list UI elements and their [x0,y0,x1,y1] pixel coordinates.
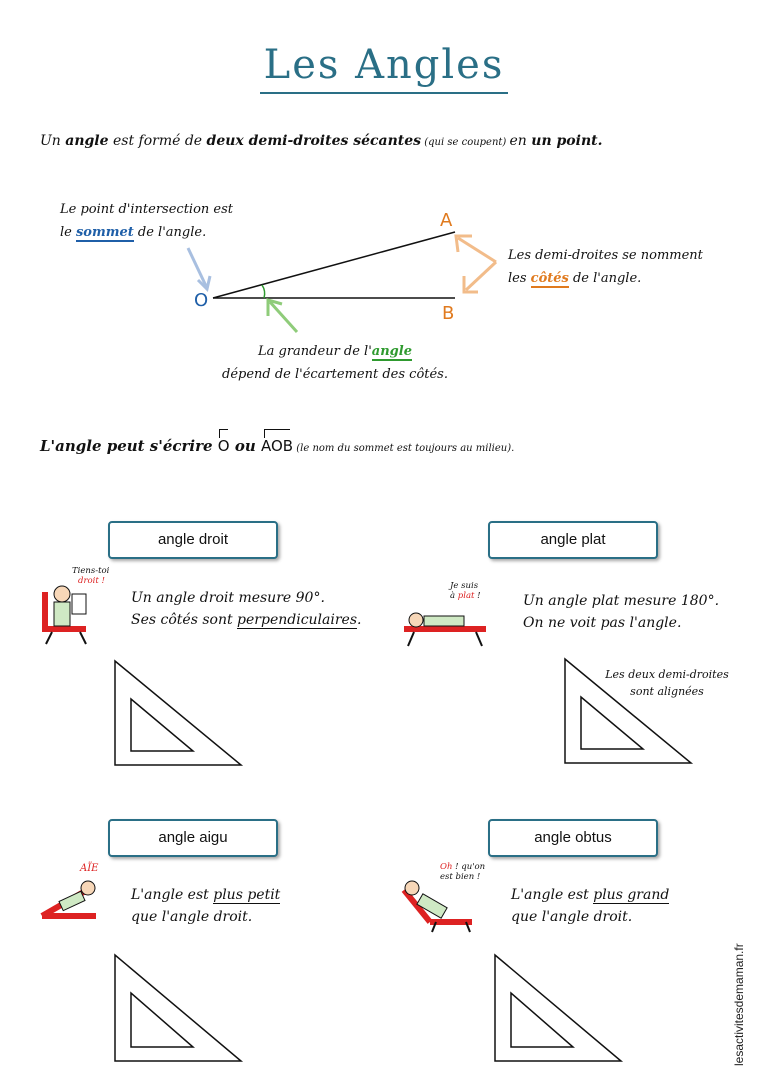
sommet-callout [60,198,233,244]
intro-text-2: est formé de [108,133,207,149]
droit-line1: Un angle droit mesure 90°. [131,590,325,606]
intro-sentence [40,133,602,149]
notation-ou: ou [229,437,261,455]
grandeur-pre: La grandeur de l' [258,344,372,359]
intro-bold-point: un point. [531,133,603,149]
obtus-line1 [511,884,669,906]
point-b-label: B [442,303,455,324]
triangle-obtus [493,953,625,1065]
obtus-line1-pre: L'angle est [511,887,594,903]
intro-bold-angle: angle [65,133,109,149]
obtus-bubble-red: Oh [440,862,453,872]
droit-bubble-line1: Tiens-toi [72,566,110,576]
plat-note-line1: Les deux demi-droites [605,668,729,681]
droit-line2-pre: Ses côtés sont [131,612,238,628]
obtuse-reclining-pictogram [400,874,476,934]
triangle-droit [113,659,245,769]
intro-parenthesis: (qui se coupent) [421,137,510,148]
notation-o: O [217,437,230,455]
droit-bubble-line2: droit ! [78,576,105,586]
plat-description [523,590,719,634]
grandeur-word: angle [371,344,412,359]
sommet-arrow [188,248,206,286]
intro-text-1: Un [40,133,66,149]
ray-oa [213,232,455,298]
intro-bold-demi-droites: deux demi-droites sécantes [206,133,422,149]
grandeur-line2: dépend de l'écartement des côtés. [222,367,448,382]
obtus-bubble-post: ! qu'on [452,862,486,872]
vertex-label: O [194,290,209,311]
point-a-label: A [440,210,453,231]
sommet-pre: le [60,225,76,240]
plat-note [592,666,742,700]
angle-notation [40,437,514,455]
plat-bubble-post: ! [474,591,481,601]
obtus-bubble-line1 [440,862,485,872]
label-angle-aigu [108,819,278,857]
triangle-aigu [113,953,245,1065]
intro-text-3: en [509,133,532,149]
site-credit: lesactivitesdemaman.fr [732,943,746,1066]
plat-line2: On ne voit pas l'angle. [523,615,682,631]
plat-bubble-red: plat [457,591,475,601]
notation-pre: L'angle peut s'écrire [40,437,218,455]
droit-description [131,587,361,631]
sommet-line1: Le point d'intersection est [60,202,233,217]
acute-bent-pictogram [38,876,100,922]
label-angle-obtus-text: angle obtus [534,829,612,846]
straight-sitting-pictogram [38,580,96,646]
label-angle-aigu-text: angle aigu [158,829,228,846]
label-angle-plat-text: angle plat [540,531,606,548]
droit-line2-underlined: perpendiculaires [237,612,358,628]
obtus-bubble-line2: est bien ! [440,872,481,882]
sommet-line2 [60,221,233,244]
label-angle-droit-text: angle droit [157,531,229,548]
sommet-post: de l'angle. [133,225,207,240]
obtus-line2: que l'angle droit. [511,909,633,925]
obtus-bubble [440,862,485,882]
cotes-line1: Les demi-droites se nomment [508,248,703,263]
obtus-description [511,884,669,928]
page-title-text: Les Angles [260,42,509,94]
cotes-arrow-b [466,262,496,290]
grandeur-callout [205,340,465,386]
notation-aob: AOB [260,437,294,455]
grandeur-arrow [270,302,297,332]
plat-bubble [450,581,481,601]
aigu-bubble: AÏE [80,863,99,874]
aigu-line2: que l'angle droit. [131,909,253,925]
aigu-line1-underlined: plus petit [213,887,281,903]
cotes-pre: les [508,271,531,286]
aigu-line1 [131,884,280,906]
droit-line2 [131,609,361,631]
grandeur-line1 [205,340,465,363]
cotes-callout [508,244,703,290]
lying-flat-pictogram [402,608,488,648]
aigu-description [131,884,280,928]
label-angle-plat [488,521,658,559]
plat-bubble-line1: Je suis [450,581,479,591]
aigu-line1-pre: L'angle est [131,887,214,903]
label-angle-obtus [488,819,658,857]
plat-note-line2: sont alignées [630,685,704,698]
cotes-arrow-a [458,238,496,262]
cotes-word: côtés [530,271,569,286]
sommet-word: sommet [75,225,134,240]
angle-arc [262,285,265,298]
plat-line1: Un angle plat mesure 180°. [523,593,720,609]
plat-bubble-pre: à [450,591,458,601]
droit-bubble [72,566,109,586]
obtus-line1-underlined: plus grand [593,887,670,903]
cotes-post: de l'angle. [568,271,642,286]
droit-line2-post: . [357,612,362,628]
notation-note: (le nom du sommet est toujours au milieu). [293,443,515,454]
page-title [0,42,768,88]
plat-bubble-line2 [450,591,481,601]
label-angle-droit [108,521,278,559]
cotes-line2 [508,267,703,290]
